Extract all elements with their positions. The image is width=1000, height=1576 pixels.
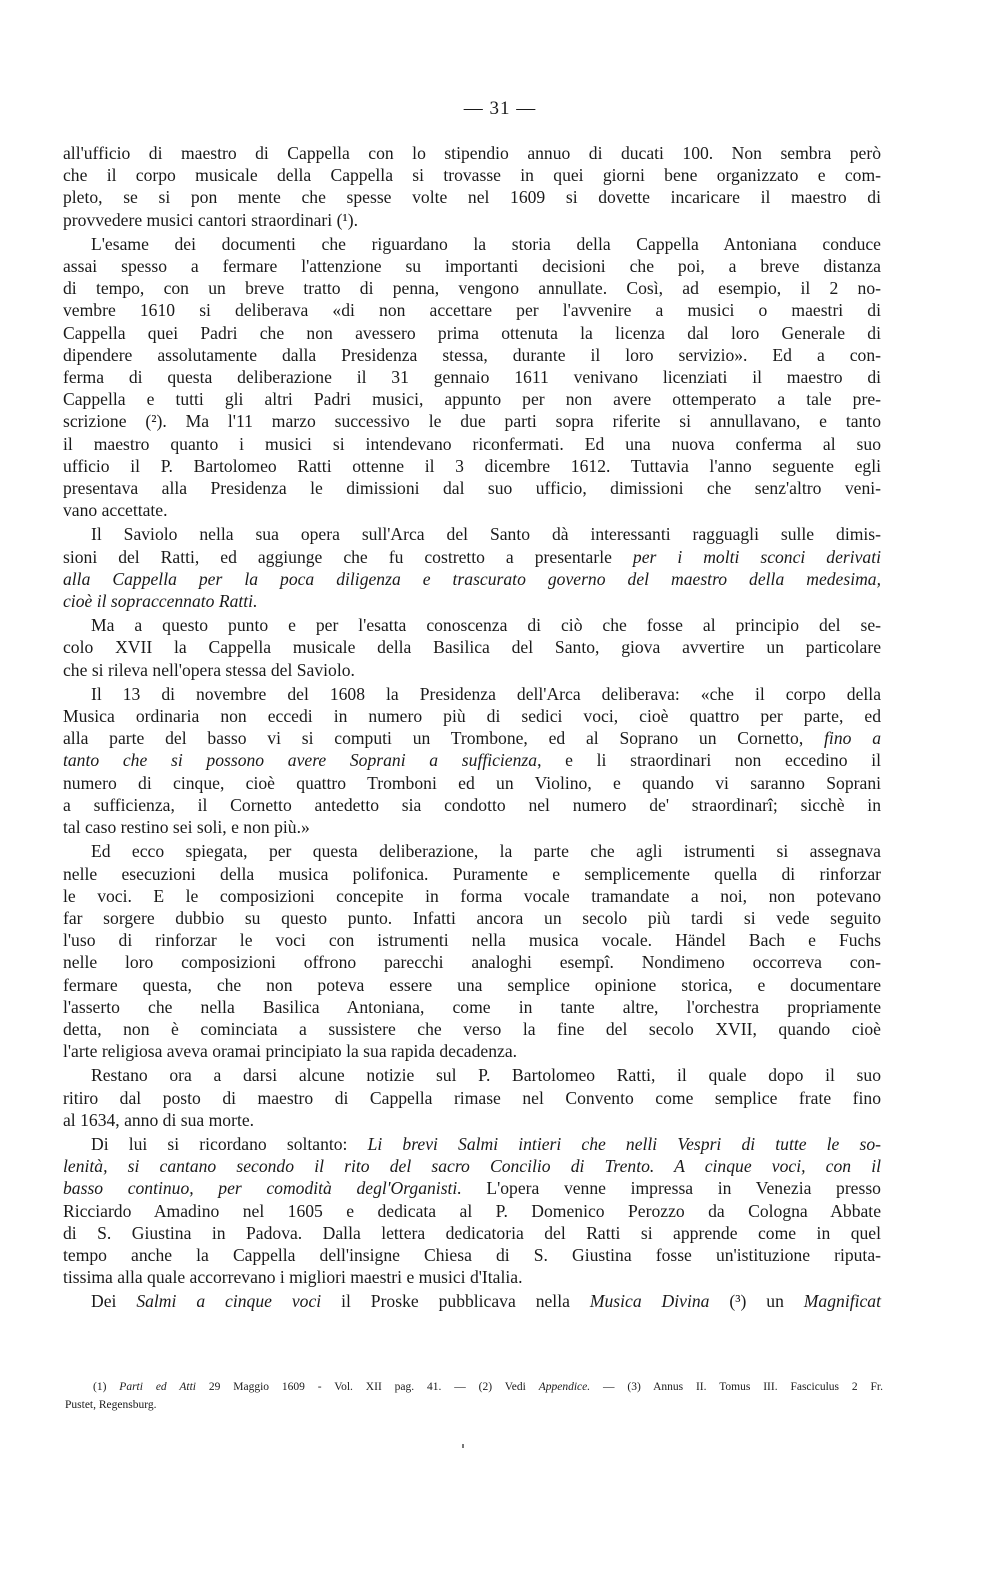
footnotes: [65, 1378, 883, 1414]
paragraph-5: [63, 683, 881, 838]
text-line: Ed ecco spiegata, per questa deliberazione, la parte che agli istrumenti si assegnava: [91, 841, 881, 862]
italic-line: cioè il sopraccennato Ratti.: [63, 591, 258, 612]
text-line: di tempo, con un breve tratto di penna, vengono annullate. Così, ad esempio, il 2 no-: [63, 278, 881, 299]
italic-title: Magnificat: [803, 1291, 881, 1312]
text-line: di S. Giustina in Padova. Dalla lettera dedicatoria del Ratti si apprende come in quel: [63, 1222, 881, 1243]
paragraph-4: [63, 614, 881, 681]
text-line: Il Saviolo nella sua opera sull'Arca del Santo dà interessanti ragguagli sulle dimis-: [91, 524, 881, 545]
paragraph-1: [63, 142, 881, 231]
text-line: Restano ora a darsi alcune notizie sul P. Bartolomeo Ratti, il quale dopo il suo: [91, 1065, 881, 1086]
text-line: che si rileva nell'opera stessa del Saviolo.: [63, 659, 355, 680]
text-line: scrizione (²). Ma l'11 marzo successivo le due parti sopra riferite si annullavano, e tanto: [63, 411, 881, 432]
text-line: Cappella quei Padri che non avessero prima ottenuta la licenza dal loro Generale di: [63, 322, 881, 343]
text-line: far sorgere dubbio su questo punto. Infatti ancora un secolo più tardi si vede seguito: [63, 907, 881, 928]
text-line: fermare questa, che non poteva essere una semplice opinione storica, e documentare: [63, 974, 881, 995]
italic-title: Li brevi Salmi intieri che nelli Vespri di tutte le so-: [367, 1133, 882, 1154]
text-line: tempo anche la Cappella dell'insigne Chiesa di S. Giustina fosse un'istituzione riputa-: [63, 1244, 881, 1265]
paragraph-7: [63, 1064, 881, 1131]
paragraph-6: [63, 840, 881, 1062]
text-line: che il corpo musicale della Cappella si trovasse in quei giorni bene organizzato e com-: [63, 165, 881, 186]
text-line: Ma a questo punto e per l'esatta conoscenza di ciò che fosse al principio del se-: [91, 615, 881, 636]
text-line: L'esame dei documenti che riguardano la storia della Cappella Antoniana conduce: [91, 233, 881, 254]
text-line: tal caso restino sei soli, e non più.»: [63, 817, 310, 838]
paragraph-8: [63, 1133, 881, 1288]
body-text: [63, 142, 881, 1313]
paragraph-3: [63, 523, 881, 612]
text-line: alla parte del basso vi si computi un Trombone, ed al Soprano un Cornetto, fino a: [63, 728, 881, 749]
text-line: l'asserto che nella Basilica Antoniana, come in tante altre, l'orchestra propriamente: [63, 996, 881, 1017]
text-line: vembre 1610 si deliberava «di non accettare per l'avvenire a musici o maestri di: [63, 300, 881, 321]
text-line: vano accettate.: [63, 500, 168, 521]
text-line: nelle loro composizioni offrono parecchi analoghi esempî. Nondimeno occorreva con-: [63, 952, 881, 973]
text-line: dipendere assolutamente dalla Presidenza stessa, durante il loro servizio». Ed a con-: [63, 344, 881, 365]
text-line: tanto che si possono avere Soprani a sufficienza, e li straordinari non eccedino il: [63, 750, 881, 771]
text-line: ferma di questa deliberazione il 31 gennaio 1611 venivano licenziati il maestro di: [63, 367, 881, 388]
paragraph-2: [63, 233, 881, 522]
text-line: tissima alla quale accorrevano i migliori maestri e musici d'Italia.: [63, 1267, 523, 1288]
italic-title: basso continuo, per comodità degl'Organisti.: [63, 1178, 462, 1199]
text-line: nelle esecuzioni della musica polifonica. Puramente e semplicemente quella di rinforzar: [63, 863, 881, 884]
text-line: pleto, se si pon mente che spesse volte nel 1609 si dovette incaricare il maestro di: [63, 187, 881, 208]
italic-line: alla Cappella per la poca diligenza e trascurato governo del maestro della medesima,: [63, 568, 881, 589]
text-line: l'arte religiosa aveva oramai principiato la sua rapida decadenza.: [63, 1041, 518, 1062]
text-line: Musica ordinaria non eccedi in numero più di sedici voci, cioè quattro per parte, ed: [63, 706, 881, 727]
text-line: all'ufficio di maestro di Cappella con lo stipendio annuo di ducati 100. Non sembra però: [63, 143, 881, 163]
italic-line: lenità, si cantano secondo il rito del sacro Concilio di Trento. A cinque voci, con il: [63, 1156, 881, 1177]
italic-title: Musica Divina: [589, 1291, 710, 1312]
text-line: Cappella e tutti gli altri Padri musici, appunto per non avere ottemperato a tale pre-: [63, 389, 881, 410]
footnote-line: Pustet, Regensburg.: [65, 1399, 157, 1411]
print-speck: [462, 1444, 464, 1448]
text-line: a sufficienza, il Cornetto antedetto sia condotto nel numero de' straordinarî; sicchè in: [63, 794, 881, 815]
page-number: — 31 —: [463, 98, 537, 119]
text-line: ufficio il P. Bartolomeo Ratti ottenne il 3 dicembre 1612. Tuttavia l'anno seguente egli: [63, 455, 881, 476]
text-line: presentava alla Presidenza le dimissioni dal suo ufficio, dimissioni che senz'altro veni-: [63, 478, 881, 499]
paragraph-9: [63, 1290, 881, 1312]
text-line: l'uso di rinforzar le voci con istrumenti nella musica vocale. Händel Bach e Fuchs: [63, 930, 881, 951]
text-line: le voci. E le composizioni concepite in forma vocale tramandate a noi, non potevano: [63, 885, 881, 906]
text-line: Ricciardo Amadino nel 1605 e dedicata al P. Domenico Perozzo da Cologna Abbate: [63, 1200, 881, 1221]
text-line: detta, non è cominciata a sussistere che verso la fine del secolo XVII, quando cioè: [63, 1018, 881, 1039]
text-line: basso continuo, per comodità degl'Organisti. L'opera venne impressa in Venezia presso: [63, 1178, 881, 1199]
text-line: colo XVII la Cappella musicale della Basilica del Santo, giova avvertire un particolare: [63, 637, 881, 658]
text-line: Il 13 di novembre del 1608 la Presidenza dell'Arca deliberava: «che il corpo della: [91, 683, 881, 704]
text-line: al 1634, anno di sua morte.: [63, 1109, 255, 1130]
text-line: Di lui si ricordano soltanto: Li brevi Salmi intieri che nelli Vespri di tutte le so-: [91, 1133, 882, 1154]
text-line: sioni del Ratti, ed aggiunge che fu costretto a presentarle per i molti sconci derivati: [63, 546, 882, 567]
italic-quote: per i molti sconci derivati: [632, 546, 882, 567]
text-line: ritiro dal posto di maestro di Cappella rimase nel Convento come semplice frate fino: [63, 1087, 881, 1108]
italic-quote: fino a: [824, 728, 881, 749]
italic-quote: tanto che si possono avere Soprani a sufficienza: [63, 750, 538, 771]
text-line: provvedere musici cantori straordinari (¹).: [63, 209, 358, 230]
text-line: assai spesso a fermare l'attenzione su importanti decisioni che poi, a breve distanza: [63, 256, 881, 277]
italic-title: Salmi a cinque voci: [136, 1291, 322, 1312]
text-line: numero di cinque, cioè quattro Tromboni ed un Violino, e quando vi saranno Soprani: [63, 772, 881, 793]
footnote-line: (1) Parti ed Atti 29 Maggio 1609 - Vol. XII pag. 41. — (2) Vedi Appendice. — (3) Annus II. Tomus III. Fasciculus 2 Fr.: [93, 1381, 883, 1393]
text-line: il maestro quanto i musici si intendevano riconfermati. Ed una nuova conferma al suo: [63, 433, 881, 454]
text-line: Dei Salmi a cinque voci il Proske pubblicava nella Musica Divina (³) un Magnificat: [91, 1291, 881, 1312]
